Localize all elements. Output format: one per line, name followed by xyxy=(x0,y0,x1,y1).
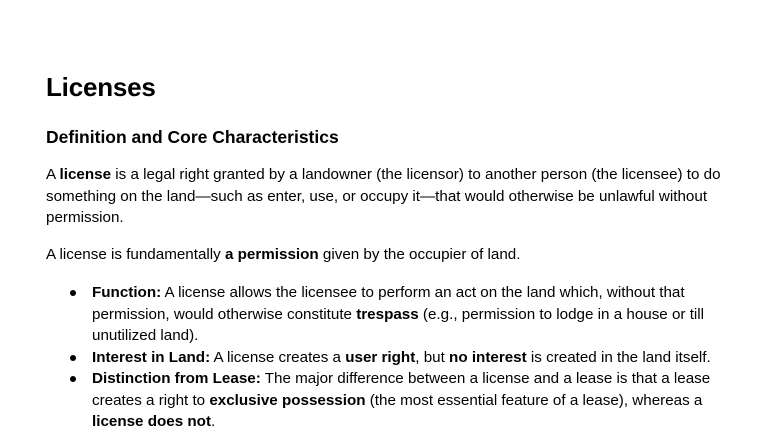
bullet-text: is created in the land itself. xyxy=(526,348,711,366)
list-item-distinction xyxy=(46,368,746,433)
characteristics-list xyxy=(46,282,746,433)
bold-term: user right xyxy=(345,348,416,366)
paragraph-text: given by the occupier of land. xyxy=(318,246,521,263)
bold-term: a permission xyxy=(224,246,319,263)
bullet-label: Distinction from Lease: xyxy=(92,370,261,387)
bold-term: exclusive possession xyxy=(209,391,366,409)
permission-paragraph xyxy=(46,244,746,266)
bullet-text: A license creates a xyxy=(210,348,346,366)
bullet-text: A license allows the licensee to perform an act on the land which, without that permission, would otherwise constitute xyxy=(92,284,685,323)
page-title: Licenses xyxy=(46,72,156,102)
paragraph-text: is a legal right granted by a landowner (the licensor) to another person (the licensee) to do something on the land—such as enter, use, or occupy it—that would otherwise be unlawful without permission. xyxy=(46,166,721,226)
bullet-text: The major difference between a license and a lease is that a lease creates a right to xyxy=(92,370,711,409)
section-heading: Definition and Core Characteristics xyxy=(46,127,339,147)
bold-term: license xyxy=(59,166,112,183)
definition-paragraph xyxy=(46,164,746,229)
bold-term: license does not xyxy=(92,413,212,430)
bullet-text: , but xyxy=(415,348,450,366)
bullet-dot-icon xyxy=(70,290,76,296)
bullet-label: Interest in Land: xyxy=(92,348,211,366)
paragraph-text: A license is fundamentally xyxy=(46,246,225,263)
bullet-dot-icon xyxy=(70,376,76,382)
list-item-interest xyxy=(46,347,746,369)
bullet-dot-icon xyxy=(70,355,76,361)
bold-term: trespass xyxy=(356,305,419,323)
bullet-label: Function: xyxy=(92,284,162,301)
bullet-text: (e.g., permission to lodge in a house or till unutilized land). xyxy=(92,305,705,344)
list-item-function xyxy=(46,282,746,347)
bold-term: no interest xyxy=(449,348,527,366)
paragraph-text: A xyxy=(46,166,60,183)
bullet-text: (the most essential feature of a lease), whereas a xyxy=(365,391,703,409)
bullet-text: . xyxy=(211,413,216,430)
